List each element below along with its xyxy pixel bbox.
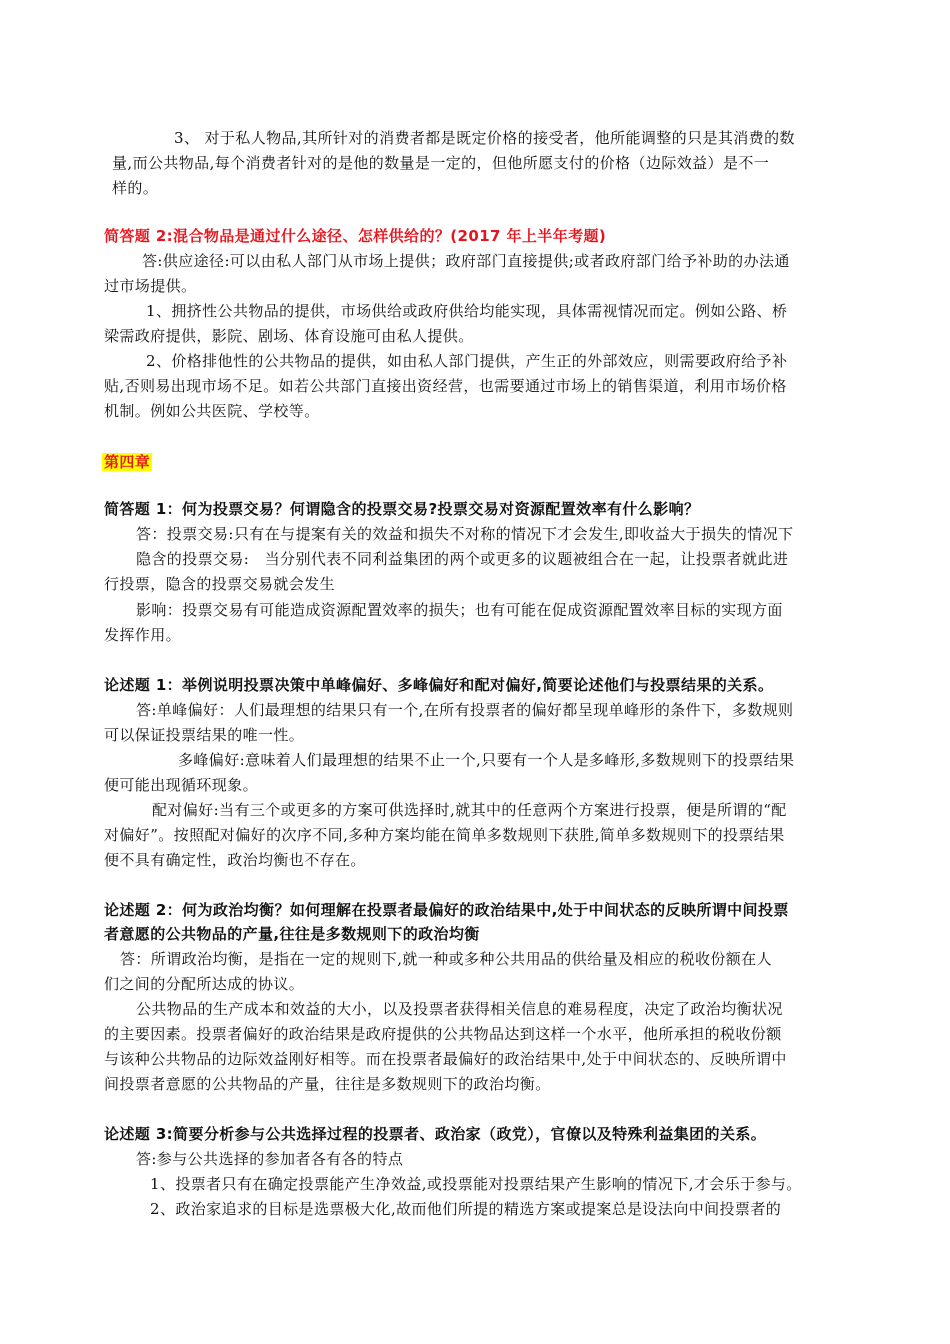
answer-line: 答:单峰偏好：人们最理想的结果只有一个,在所有投票者的偏好都呈现单峰形的条件下，多数规则 bbox=[136, 701, 794, 719]
answer-line: 影响：投票交易有可能造成资源配置效率的损失；也有可能在促成资源配置效率目标的实现方面 bbox=[136, 601, 783, 619]
answer-line: 隐含的投票交易: 当分别代表不同利益集团的两个或更多的议题被组合在一起，让投票者就此进 bbox=[136, 550, 789, 568]
answer-line: 过市场提供。 bbox=[104, 277, 197, 295]
paragraph-line: 3、 对于私人物品,其所针对的消费者都是既定价格的接受者，他所能调整的只是其消费的数 bbox=[174, 129, 795, 147]
answer-line: 2、政治家追求的目标是选票极大化,故而他们所提的精选方案或提案总是设法向中间投票者的 bbox=[150, 1200, 782, 1218]
answer-line: 1、拥挤性公共物品的提供，市场供给或政府供给均能实现，具体需视情况而定。例如公路、桥 bbox=[146, 302, 788, 320]
answer-line: 的主要因素。投票者偏好的政治结果是政府提供的公共物品达到这样一个水平，他所承担的税收份额 bbox=[104, 1025, 782, 1043]
answer-line: 答:参与公共选择的参加者各有各的特点 bbox=[136, 1150, 404, 1168]
answer-line: 贴,否则易出现市场不足。如若公共部门直接出资经营，也需要通过市场上的销售渠道，利用市场价格 bbox=[104, 377, 787, 395]
paragraph-line: 样的。 bbox=[112, 179, 159, 197]
question-heading: 论述题 2：何为政治均衡？如何理解在投票者最偏好的政治结果中,处于中间状态的反映所谓中间投票 bbox=[104, 901, 789, 919]
question-heading: 简答题 1：何为投票交易？何谓隐含的投票交易?投票交易对资源配置效率有什么影响？ bbox=[104, 500, 700, 518]
answer-line: 多峰偏好:意味着人们最理想的结果不止一个,只要有一个人是多峰形,多数规则下的投票结果 bbox=[178, 751, 795, 769]
paragraph-line: 量,而公共物品,每个消费者针对的是他的数量是一定的，但他所愿支付的价格（边际效益）是不一 bbox=[112, 154, 770, 172]
answer-line: 答：投票交易:只有在与提案有关的效益和损失不对称的情况下才会发生,即收益大于损失的情况下 bbox=[136, 525, 794, 543]
chapter-heading bbox=[102, 450, 152, 474]
question-heading: 者意愿的公共物品的产量,往往是多数规则下的政治均衡 bbox=[104, 925, 480, 943]
question-heading: 简答题 2:混合物品是通过什么途径、怎样供给的？(2017 年上半年考题) bbox=[104, 227, 607, 245]
answer-line: 可以保证投票结果的唯一性。 bbox=[104, 726, 305, 744]
answer-line: 公共物品的生产成本和效益的大小，以及投票者获得相关信息的难易程度，决定了政治均衡状况 bbox=[136, 1000, 783, 1018]
question-heading: 论述题 3:简要分析参与公共选择过程的投票者、政治家（政党），官僚以及特殊利益集团的关系。 bbox=[104, 1125, 767, 1143]
answer-line: 发挥作用。 bbox=[104, 626, 182, 644]
answer-line: 对偏好”。按照配对偏好的次序不同,多种方案均能在简单多数规则下获胜,简单多数规则下的投票结果 bbox=[104, 826, 785, 844]
question-heading: 论述题 1：举例说明投票决策中单峰偏好、多峰偏好和配对偏好,简要论述他们与投票结果的关系。 bbox=[104, 676, 774, 694]
chapter-title: 第四章 bbox=[104, 453, 151, 471]
answer-line: 与该种公共物品的边际效益刚好相等。而在投票者最偏好的政治结果中,处于中间状态的、反映所谓中 bbox=[104, 1050, 787, 1068]
answer-line: 梁需政府提供，影院、剧场、体育设施可由私人提供。 bbox=[104, 327, 474, 345]
answer-line: 1、投票者只有在确定投票能产生净效益,或投票能对投票结果产生影响的情况下,才会乐于参与。 bbox=[150, 1175, 802, 1193]
answer-line: 2、价格排他性的公共物品的提供，如由私人部门提供，产生正的外部效应，则需要政府给予补 bbox=[146, 352, 788, 370]
answer-line: 答:供应途径:可以由私人部门从市场上提供；政府部门直接提供;或者政府部门给予补助的办法通 bbox=[142, 252, 790, 270]
answer-line: 们之间的分配所达成的协议。 bbox=[104, 975, 305, 993]
answer-line: 便可能出现循环现象。 bbox=[104, 776, 259, 794]
answer-line: 答：所谓政治均衡，是指在一定的规则下,就一种或多种公共用品的供给量及相应的税收份额在人 bbox=[120, 950, 772, 968]
answer-line: 行投票，隐含的投票交易就会发生 bbox=[104, 575, 336, 593]
answer-line: 机制。例如公共医院、学校等。 bbox=[104, 402, 320, 420]
answer-line: 配对偏好:当有三个或更多的方案可供选择时,就其中的任意两个方案进行投票，便是所谓的“配 bbox=[152, 801, 787, 819]
answer-line: 便不具有确定性，政治均衡也不存在。 bbox=[104, 851, 366, 869]
answer-line: 间投票者意愿的公共物品的产量，往往是多数规则下的政治均衡。 bbox=[104, 1075, 551, 1093]
